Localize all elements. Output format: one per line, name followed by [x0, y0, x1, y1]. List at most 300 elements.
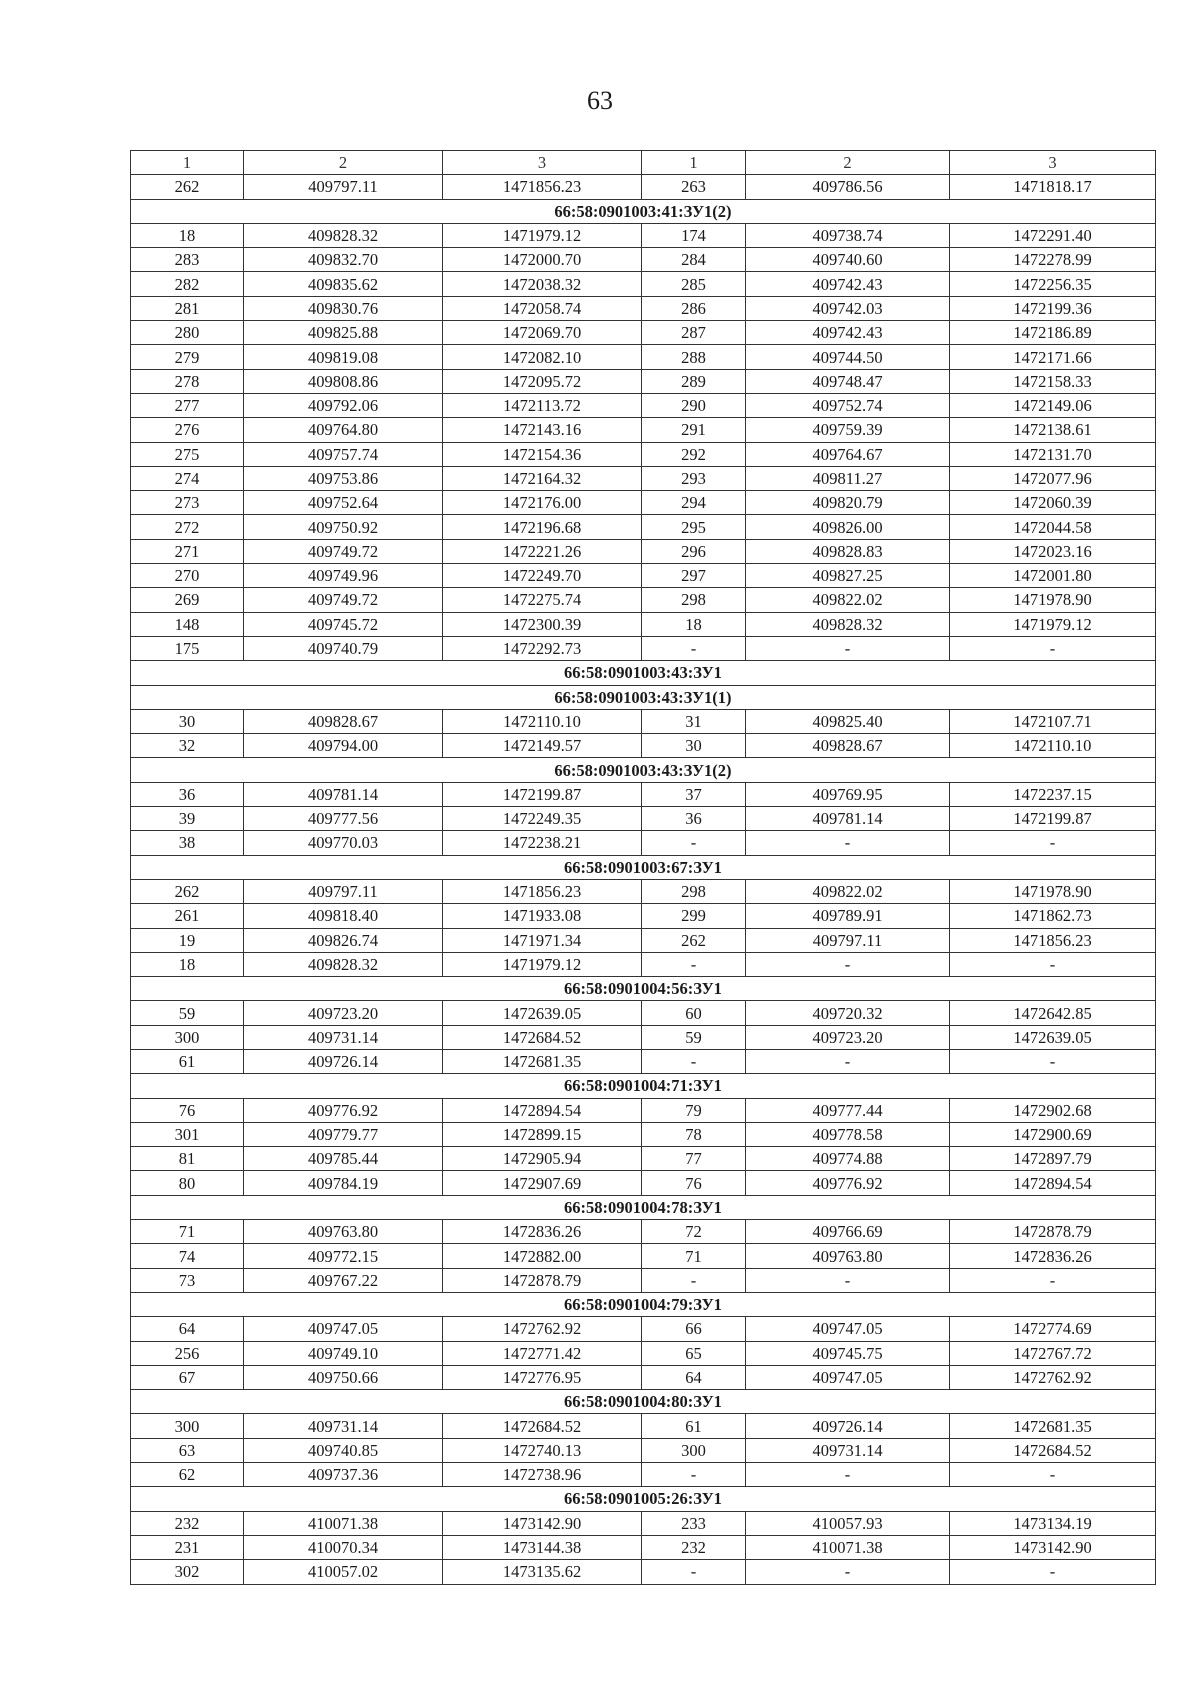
point-number-cell: 288 — [642, 345, 746, 369]
x-coordinate-cell: 409731.14 — [244, 1025, 443, 1049]
point-number-cell: 77 — [642, 1147, 746, 1171]
y-coordinate-cell: 1472158.33 — [950, 369, 1156, 393]
x-coordinate-cell: 409759.39 — [746, 418, 950, 442]
table-row — [131, 442, 1156, 466]
y-coordinate-cell: 1471856.23 — [443, 175, 642, 199]
point-number-cell: 294 — [642, 491, 746, 515]
point-number-cell: 233 — [642, 1511, 746, 1535]
x-coordinate-cell: 410070.34 — [244, 1535, 443, 1559]
y-coordinate-cell: 1472237.15 — [950, 782, 1156, 806]
point-number-cell: 76 — [131, 1098, 244, 1122]
table-row — [131, 636, 1156, 660]
table-row — [131, 1414, 1156, 1438]
table-row — [131, 1244, 1156, 1268]
y-coordinate-cell: 1473142.90 — [950, 1535, 1156, 1559]
section-title: 66:58:0901003:43:ЗУ1 — [131, 661, 1156, 685]
y-coordinate-cell: 1472899.15 — [443, 1122, 642, 1146]
y-coordinate-cell: - — [950, 831, 1156, 855]
x-coordinate-cell: 409738.74 — [746, 223, 950, 247]
point-number-cell: - — [642, 636, 746, 660]
table-row — [131, 393, 1156, 417]
x-coordinate-cell: 410071.38 — [746, 1535, 950, 1559]
y-coordinate-cell: 1472684.52 — [443, 1414, 642, 1438]
point-number-cell: 279 — [131, 345, 244, 369]
x-coordinate-cell: 409752.74 — [746, 393, 950, 417]
y-coordinate-cell: 1472060.39 — [950, 491, 1156, 515]
section-title: 66:58:0901004:80:ЗУ1 — [131, 1390, 1156, 1414]
x-coordinate-cell: 409744.50 — [746, 345, 950, 369]
point-number-cell: 231 — [131, 1535, 244, 1559]
point-number-cell: 78 — [642, 1122, 746, 1146]
point-number-cell: 270 — [131, 564, 244, 588]
x-coordinate-cell: 409822.02 — [746, 588, 950, 612]
x-coordinate-cell: 409818.40 — [244, 904, 443, 928]
table-row — [131, 321, 1156, 345]
point-number-cell: 37 — [642, 782, 746, 806]
y-coordinate-cell: 1472767.72 — [950, 1341, 1156, 1365]
y-coordinate-cell: 1472176.00 — [443, 491, 642, 515]
point-number-cell: 38 — [131, 831, 244, 855]
point-number-cell: 18 — [642, 612, 746, 636]
table-row — [131, 296, 1156, 320]
y-coordinate-cell: 1471978.90 — [950, 588, 1156, 612]
point-number-cell: 65 — [642, 1341, 746, 1365]
section-row — [131, 661, 1156, 685]
table-row — [131, 223, 1156, 247]
column-header: 1 — [131, 151, 244, 175]
column-header: 3 — [443, 151, 642, 175]
table-row — [131, 1463, 1156, 1487]
x-coordinate-cell: 409731.14 — [244, 1414, 443, 1438]
point-number-cell: 271 — [131, 539, 244, 563]
x-coordinate-cell: 409832.70 — [244, 248, 443, 272]
y-coordinate-cell: 1472776.95 — [443, 1365, 642, 1389]
table-row — [131, 734, 1156, 758]
y-coordinate-cell: 1472278.99 — [950, 248, 1156, 272]
y-coordinate-cell: 1472095.72 — [443, 369, 642, 393]
x-coordinate-cell: 409825.40 — [746, 709, 950, 733]
page-number: 63 — [587, 86, 613, 115]
point-number-cell: 79 — [642, 1098, 746, 1122]
x-coordinate-cell: 410057.02 — [244, 1560, 443, 1584]
y-coordinate-cell: - — [950, 1268, 1156, 1292]
y-coordinate-cell: - — [950, 1560, 1156, 1584]
y-coordinate-cell: 1472300.39 — [443, 612, 642, 636]
point-number-cell: 36 — [642, 807, 746, 831]
x-coordinate-cell: 409745.72 — [244, 612, 443, 636]
x-coordinate-cell: 409723.20 — [244, 1001, 443, 1025]
table-row — [131, 418, 1156, 442]
x-coordinate-cell: 409740.60 — [746, 248, 950, 272]
point-number-cell: 295 — [642, 515, 746, 539]
point-number-cell: 18 — [131, 223, 244, 247]
point-number-cell: 76 — [642, 1171, 746, 1195]
x-coordinate-cell: 409747.05 — [244, 1317, 443, 1341]
y-coordinate-cell: 1472131.70 — [950, 442, 1156, 466]
y-coordinate-cell: 1472291.40 — [950, 223, 1156, 247]
point-number-cell: 67 — [131, 1365, 244, 1389]
y-coordinate-cell: 1473144.38 — [443, 1535, 642, 1559]
x-coordinate-cell: 409808.86 — [244, 369, 443, 393]
x-coordinate-cell: 409827.25 — [746, 564, 950, 588]
section-row — [131, 1390, 1156, 1414]
y-coordinate-cell: 1472199.87 — [443, 782, 642, 806]
x-coordinate-cell: 409770.03 — [244, 831, 443, 855]
x-coordinate-cell: 409777.56 — [244, 807, 443, 831]
x-coordinate-cell: 409786.56 — [746, 175, 950, 199]
point-number-cell: 262 — [131, 175, 244, 199]
x-coordinate-cell: 409826.74 — [244, 928, 443, 952]
point-number-cell: - — [642, 1049, 746, 1073]
point-number-cell: 300 — [642, 1438, 746, 1462]
y-coordinate-cell: 1472143.16 — [443, 418, 642, 442]
x-coordinate-cell: 409785.44 — [244, 1147, 443, 1171]
y-coordinate-cell: 1473142.90 — [443, 1511, 642, 1535]
y-coordinate-cell: 1472249.35 — [443, 807, 642, 831]
x-coordinate-cell: 409726.14 — [746, 1414, 950, 1438]
x-coordinate-cell: 409749.72 — [244, 539, 443, 563]
point-number-cell: 272 — [131, 515, 244, 539]
point-number-cell: 30 — [131, 709, 244, 733]
x-coordinate-cell: - — [746, 636, 950, 660]
table-row — [131, 1122, 1156, 1146]
point-number-cell: 30 — [642, 734, 746, 758]
y-coordinate-cell: 1472907.69 — [443, 1171, 642, 1195]
x-coordinate-cell: 409781.14 — [746, 807, 950, 831]
x-coordinate-cell: 409811.27 — [746, 466, 950, 490]
x-coordinate-cell: 409777.44 — [746, 1098, 950, 1122]
table-row — [131, 175, 1156, 199]
table-row — [131, 539, 1156, 563]
section-row — [131, 199, 1156, 223]
y-coordinate-cell: 1472110.10 — [443, 709, 642, 733]
point-number-cell: 39 — [131, 807, 244, 831]
y-coordinate-cell: 1472900.69 — [950, 1122, 1156, 1146]
column-header: 1 — [642, 151, 746, 175]
table-row — [131, 782, 1156, 806]
point-number-cell: 281 — [131, 296, 244, 320]
y-coordinate-cell: 1472023.16 — [950, 539, 1156, 563]
y-coordinate-cell: 1472171.66 — [950, 345, 1156, 369]
x-coordinate-cell: 409747.05 — [746, 1365, 950, 1389]
x-coordinate-cell: 409749.72 — [244, 588, 443, 612]
x-coordinate-cell: 409776.92 — [244, 1098, 443, 1122]
point-number-cell: 301 — [131, 1122, 244, 1146]
y-coordinate-cell: 1472058.74 — [443, 296, 642, 320]
point-number-cell: - — [642, 1268, 746, 1292]
section-title: 66:58:0901004:79:ЗУ1 — [131, 1292, 1156, 1316]
x-coordinate-cell: 409747.05 — [746, 1317, 950, 1341]
section-row — [131, 977, 1156, 1001]
point-number-cell: 275 — [131, 442, 244, 466]
x-coordinate-cell: 409720.32 — [746, 1001, 950, 1025]
coordinates-table-container — [130, 150, 1155, 1585]
table-row — [131, 1317, 1156, 1341]
point-number-cell: 283 — [131, 248, 244, 272]
y-coordinate-cell: 1472684.52 — [443, 1025, 642, 1049]
x-coordinate-cell: 409797.11 — [746, 928, 950, 952]
point-number-cell: 74 — [131, 1244, 244, 1268]
table-row — [131, 1220, 1156, 1244]
x-coordinate-cell: 409769.95 — [746, 782, 950, 806]
column-header: 3 — [950, 151, 1156, 175]
y-coordinate-cell: 1472642.85 — [950, 1001, 1156, 1025]
section-row — [131, 685, 1156, 709]
y-coordinate-cell: 1472149.06 — [950, 393, 1156, 417]
point-number-cell: 274 — [131, 466, 244, 490]
y-coordinate-cell: 1472882.00 — [443, 1244, 642, 1268]
table-row — [131, 904, 1156, 928]
y-coordinate-cell: 1472905.94 — [443, 1147, 642, 1171]
y-coordinate-cell: 1471818.17 — [950, 175, 1156, 199]
table-row — [131, 1049, 1156, 1073]
point-number-cell: - — [642, 831, 746, 855]
table-row — [131, 1535, 1156, 1559]
y-coordinate-cell: 1472639.05 — [443, 1001, 642, 1025]
point-number-cell: 63 — [131, 1438, 244, 1462]
point-number-cell: 273 — [131, 491, 244, 515]
table-row — [131, 1365, 1156, 1389]
y-coordinate-cell: 1472738.96 — [443, 1463, 642, 1487]
y-coordinate-cell: 1472681.35 — [950, 1414, 1156, 1438]
point-number-cell: 60 — [642, 1001, 746, 1025]
x-coordinate-cell: - — [746, 831, 950, 855]
table-header-row — [131, 151, 1156, 175]
x-coordinate-cell: 409750.92 — [244, 515, 443, 539]
point-number-cell: 293 — [642, 466, 746, 490]
section-title: 66:58:0901004:56:ЗУ1 — [131, 977, 1156, 1001]
point-number-cell: 71 — [131, 1220, 244, 1244]
point-number-cell: 59 — [642, 1025, 746, 1049]
section-row — [131, 758, 1156, 782]
x-coordinate-cell: 409822.02 — [746, 879, 950, 903]
y-coordinate-cell: 1472082.10 — [443, 345, 642, 369]
y-coordinate-cell: 1471933.08 — [443, 904, 642, 928]
y-coordinate-cell: 1472762.92 — [950, 1365, 1156, 1389]
y-coordinate-cell: 1472762.92 — [443, 1317, 642, 1341]
y-coordinate-cell: 1472894.54 — [443, 1098, 642, 1122]
x-coordinate-cell: 409764.80 — [244, 418, 443, 442]
y-coordinate-cell: 1472275.74 — [443, 588, 642, 612]
y-coordinate-cell: 1471978.90 — [950, 879, 1156, 903]
x-coordinate-cell: 409820.79 — [746, 491, 950, 515]
x-coordinate-cell: 409789.91 — [746, 904, 950, 928]
table-row — [131, 345, 1156, 369]
x-coordinate-cell: 409778.58 — [746, 1122, 950, 1146]
x-coordinate-cell: 409772.15 — [244, 1244, 443, 1268]
table-row — [131, 369, 1156, 393]
x-coordinate-cell: 409749.96 — [244, 564, 443, 588]
x-coordinate-cell: 409737.36 — [244, 1463, 443, 1487]
y-coordinate-cell: 1472292.73 — [443, 636, 642, 660]
table-row — [131, 928, 1156, 952]
table-row — [131, 1147, 1156, 1171]
x-coordinate-cell: 409745.75 — [746, 1341, 950, 1365]
y-coordinate-cell: 1472639.05 — [950, 1025, 1156, 1049]
x-coordinate-cell: 409828.32 — [244, 223, 443, 247]
y-coordinate-cell: 1472774.69 — [950, 1317, 1156, 1341]
table-row — [131, 272, 1156, 296]
x-coordinate-cell: 409753.86 — [244, 466, 443, 490]
point-number-cell: 232 — [642, 1535, 746, 1559]
point-number-cell: 66 — [642, 1317, 746, 1341]
y-coordinate-cell: 1472221.26 — [443, 539, 642, 563]
y-coordinate-cell: 1471856.23 — [950, 928, 1156, 952]
y-coordinate-cell: 1472149.57 — [443, 734, 642, 758]
point-number-cell: 269 — [131, 588, 244, 612]
section-row — [131, 1292, 1156, 1316]
table-row — [131, 1268, 1156, 1292]
point-number-cell: 282 — [131, 272, 244, 296]
point-number-cell: 262 — [642, 928, 746, 952]
section-row — [131, 855, 1156, 879]
section-row — [131, 1487, 1156, 1511]
y-coordinate-cell: 1472684.52 — [950, 1438, 1156, 1462]
x-coordinate-cell: 409781.14 — [244, 782, 443, 806]
table-row — [131, 1171, 1156, 1195]
x-coordinate-cell: 409764.67 — [746, 442, 950, 466]
x-coordinate-cell: 409742.43 — [746, 272, 950, 296]
x-coordinate-cell: 409828.32 — [746, 612, 950, 636]
section-title: 66:58:0901004:71:ЗУ1 — [131, 1074, 1156, 1098]
table-row — [131, 588, 1156, 612]
x-coordinate-cell: 410057.93 — [746, 1511, 950, 1535]
y-coordinate-cell: 1472110.10 — [950, 734, 1156, 758]
point-number-cell: 262 — [131, 879, 244, 903]
y-coordinate-cell: 1472000.70 — [443, 248, 642, 272]
table-row — [131, 1341, 1156, 1365]
point-number-cell: 302 — [131, 1560, 244, 1584]
point-number-cell: - — [642, 1560, 746, 1584]
y-coordinate-cell: 1472902.68 — [950, 1098, 1156, 1122]
table-row — [131, 466, 1156, 490]
x-coordinate-cell: 409748.47 — [746, 369, 950, 393]
point-number-cell: 278 — [131, 369, 244, 393]
column-header: 2 — [746, 151, 950, 175]
coordinates-table — [130, 150, 1156, 1585]
y-coordinate-cell: 1472878.79 — [443, 1268, 642, 1292]
y-coordinate-cell: 1472199.36 — [950, 296, 1156, 320]
point-number-cell: - — [642, 1463, 746, 1487]
x-coordinate-cell: 409723.20 — [746, 1025, 950, 1049]
x-coordinate-cell: 409828.32 — [244, 952, 443, 976]
x-coordinate-cell: - — [746, 1268, 950, 1292]
x-coordinate-cell: 409828.67 — [244, 709, 443, 733]
point-number-cell: 263 — [642, 175, 746, 199]
x-coordinate-cell: 410071.38 — [244, 1511, 443, 1535]
point-number-cell: 296 — [642, 539, 746, 563]
x-coordinate-cell: - — [746, 952, 950, 976]
point-number-cell: 289 — [642, 369, 746, 393]
y-coordinate-cell: 1472897.79 — [950, 1147, 1156, 1171]
x-coordinate-cell: 409757.74 — [244, 442, 443, 466]
table-row — [131, 807, 1156, 831]
x-coordinate-cell: 409825.88 — [244, 321, 443, 345]
x-coordinate-cell: 409740.79 — [244, 636, 443, 660]
y-coordinate-cell: 1472681.35 — [443, 1049, 642, 1073]
x-coordinate-cell: 409731.14 — [746, 1438, 950, 1462]
y-coordinate-cell: 1472138.61 — [950, 418, 1156, 442]
y-coordinate-cell: 1471979.12 — [443, 223, 642, 247]
point-number-cell: 64 — [642, 1365, 746, 1389]
point-number-cell: 174 — [642, 223, 746, 247]
point-number-cell: 71 — [642, 1244, 746, 1268]
y-coordinate-cell: 1472199.87 — [950, 807, 1156, 831]
y-coordinate-cell: 1472186.89 — [950, 321, 1156, 345]
y-coordinate-cell: 1472740.13 — [443, 1438, 642, 1462]
point-number-cell: 297 — [642, 564, 746, 588]
point-number-cell: 36 — [131, 782, 244, 806]
x-coordinate-cell: 409749.10 — [244, 1341, 443, 1365]
point-number-cell: 277 — [131, 393, 244, 417]
point-number-cell: 300 — [131, 1414, 244, 1438]
point-number-cell: 276 — [131, 418, 244, 442]
x-coordinate-cell: 409742.03 — [746, 296, 950, 320]
x-coordinate-cell: 409794.00 — [244, 734, 443, 758]
y-coordinate-cell: - — [950, 952, 1156, 976]
point-number-cell: 284 — [642, 248, 746, 272]
table-row — [131, 1001, 1156, 1025]
point-number-cell: 280 — [131, 321, 244, 345]
point-number-cell: 299 — [642, 904, 746, 928]
point-number-cell: 148 — [131, 612, 244, 636]
y-coordinate-cell: - — [950, 1463, 1156, 1487]
section-row — [131, 1074, 1156, 1098]
table-row — [131, 1560, 1156, 1584]
point-number-cell: 290 — [642, 393, 746, 417]
point-number-cell: 298 — [642, 879, 746, 903]
y-coordinate-cell: 1472044.58 — [950, 515, 1156, 539]
y-coordinate-cell: 1472038.32 — [443, 272, 642, 296]
y-coordinate-cell: 1471862.73 — [950, 904, 1156, 928]
x-coordinate-cell: 409750.66 — [244, 1365, 443, 1389]
x-coordinate-cell: 409819.08 — [244, 345, 443, 369]
point-number-cell: 81 — [131, 1147, 244, 1171]
point-number-cell: 31 — [642, 709, 746, 733]
y-coordinate-cell: 1472238.21 — [443, 831, 642, 855]
section-title: 66:58:0901003:43:ЗУ1(1) — [131, 685, 1156, 709]
x-coordinate-cell: 409776.92 — [746, 1171, 950, 1195]
x-coordinate-cell: 409726.14 — [244, 1049, 443, 1073]
x-coordinate-cell: - — [746, 1560, 950, 1584]
column-header: 2 — [244, 151, 443, 175]
point-number-cell: 72 — [642, 1220, 746, 1244]
table-row — [131, 1438, 1156, 1462]
x-coordinate-cell: 409797.11 — [244, 175, 443, 199]
point-number-cell: 298 — [642, 588, 746, 612]
x-coordinate-cell: 409752.64 — [244, 491, 443, 515]
y-coordinate-cell: 1472154.36 — [443, 442, 642, 466]
table-row — [131, 515, 1156, 539]
table-body — [131, 175, 1156, 1584]
point-number-cell: 61 — [642, 1414, 746, 1438]
x-coordinate-cell: 409779.77 — [244, 1122, 443, 1146]
y-coordinate-cell: 1472001.80 — [950, 564, 1156, 588]
point-number-cell: - — [642, 952, 746, 976]
y-coordinate-cell: 1472894.54 — [950, 1171, 1156, 1195]
x-coordinate-cell: - — [746, 1049, 950, 1073]
section-title: 66:58:0901003:67:ЗУ1 — [131, 855, 1156, 879]
table-row — [131, 709, 1156, 733]
point-number-cell: 59 — [131, 1001, 244, 1025]
point-number-cell: 261 — [131, 904, 244, 928]
table-row — [131, 831, 1156, 855]
y-coordinate-cell: 1471971.34 — [443, 928, 642, 952]
x-coordinate-cell: 409740.85 — [244, 1438, 443, 1462]
x-coordinate-cell: 409774.88 — [746, 1147, 950, 1171]
y-coordinate-cell: 1472771.42 — [443, 1341, 642, 1365]
y-coordinate-cell: - — [950, 1049, 1156, 1073]
